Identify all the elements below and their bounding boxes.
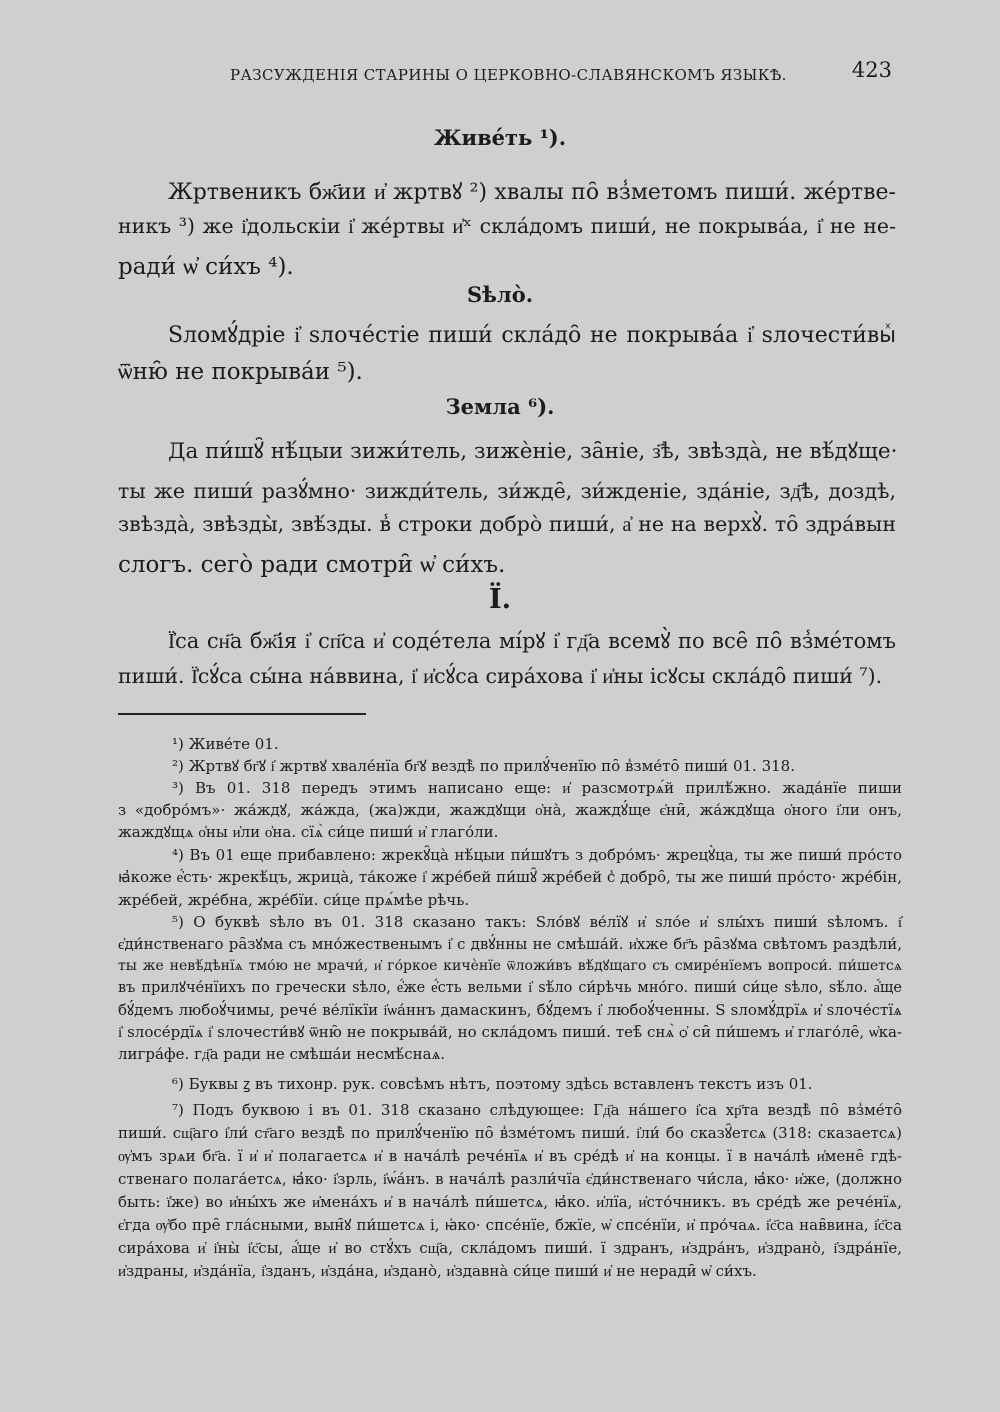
footnote-7-line: є҆гда ѹ҆бо пре̑ гла́сными, вын̑ꙋ пи́шетсѧ і, ꙗ҆ко· спсе́нїе, бжїе, ѡ҆ спсе́нїи, и҆ про́чаѧ. і҆с҃са нав̑вина, і҆с҃са	[118, 1216, 902, 1234]
footnote-5-line: є҆ди́нственаго ра̑зꙋма съ мно́жественымъ і҆ с двꙋ́нны не смѣша́й. и҆хже бг҃ъ ра̑зꙋма свѣтомъ раздѣли́,	[118, 935, 902, 953]
text-line: пиши́. Ї҆сꙋ́са сы́на на́ввина, і҆ и҆сꙋ́са сира́хова і҆ и҆ны ісꙋсы скла́до̑ пиши́ ⁷).	[118, 664, 883, 688]
text-line: никъ ³) же і҆дольскіи і҆ же́ртвы и҆ˣ скла́домъ пиши́, не покрыва́а, і҆ не не-	[118, 214, 896, 238]
running-title: РАЗСУЖДЕНІЯ СТАРИНЫ О ЦЕРКОВНО-СЛАВЯНСКОМЪ ЯЗЫКѢ.	[230, 66, 787, 84]
running-header	[230, 58, 892, 92]
footnote-3-line: ³) Въ 01. 318 передъ этимъ написано еще: и҆ разсмотрѧ́й прилѣ́жно. жада́нїе пиши	[172, 779, 902, 797]
footnote-7-line: сира́хова и҆ і҆ны̀ і҆с҃сы, а҆́ще и҆ во стꙋ́хъ сщ҃а, скла́домъ пиши́. ї здранъ, и҆здра́нъ, и҆здрано̀, і҆здра́нїе,	[118, 1239, 902, 1257]
footnote-4-line: ꙗ҆коже е҆́сть· жрекѣ́цъ, жрица̀, та́коже і҆ жре́бей пи́шꙋ̑ жре́бей с̾ добро̑, ты же пиши́ про́сто· жре́бін,	[118, 868, 902, 886]
footnote-4-line: жре́бей, жре́бна, жре́бїи. си́це прѧ́мѣе рѣчь.	[118, 891, 470, 909]
footnote-7-line: и҆здраны, и҆зда́нїа, і҆зданъ, и҆зда́на, и҆здано̀, и҆здавна̀ си́це пиши́ и҆ не неради̑ ѡ҆ си́хъ.	[118, 1262, 757, 1280]
footnote-1: ¹) Живе́те 01.	[172, 735, 279, 753]
footnote-5-line: бꙋ́демъ любоꙋ́чимы, рече́ ве́лїкїи і҆ѡа́ннъ дамаскинъ, бꙋ́демъ і҆ любоꙋ́ченны. Ѕ ѕломꙋ́дрїѧ и҆ ѕлоче́стїѧ	[118, 1001, 902, 1019]
section-heading-zemla: Земла ⁶).	[445, 394, 555, 419]
footnote-5-line: лигра́фе. гд҃а ради не смѣша́и несмѣ́снаѧ.	[118, 1045, 446, 1063]
text-line: Жртвеникъ бж҃ии и҆ жртвꙋ ²) хвалы по̑ вз̾метомъ пиши́. же́ртве-	[168, 180, 896, 205]
footnote-7-line: быть: ї҆же) во и҆ны́хъ же и҆мена́хъ и҆ в нача́лѣ пи́шетсѧ, ꙗ҆ко. и҆лїа, и҆сто́чникъ. въ сре́дѣ же рече́нїѧ,	[118, 1193, 902, 1211]
footnote-4-line: ⁴) Въ 01 еще прибавлено: жрекꙋ̑ца̀ нѣ́цыи пи́шꙋтъ з добро́мъ· жрецꙋ̀ца, ты же пиши́ про́сто	[172, 846, 902, 864]
footnote-5-line: ты же невѣ́дѣнїѧ тмо́ю не мрачи́, и҆ го́ркое кичѐнїе ѿложи́въ вѣ́дꙋщаго съ смире́нїемъ вопроси́. пи́шетсѧ	[118, 958, 902, 974]
section-heading-i: Ї.	[488, 584, 512, 615]
footnote-7-line: ственаго полага́етсѧ, ꙗ҆ко· і҆зрль, і҆ѡ́а́нъ. в нача́лѣ разли́чїа є҆ди́нственаго чи́сла, ꙗ҆ко· и҆же, (должно	[118, 1170, 902, 1188]
footnote-5-line: і҆ ѕлосе́рдїѧ і҆ ѕлочести́вꙋ ѿню̑ не покрыва́й, но скла́домъ пиши́. теѣ̑ снѧ̀ ѻ҆ си̑ пи́шемъ и҆ глаго́ле̑, ѡ҆ка-	[118, 1023, 902, 1041]
footnote-6: ⁶) Буквы ꙁ въ тихонр. рук. совсѣмъ нѣтъ, поэтому здѣсь вставленъ текстъ изъ 01.	[172, 1075, 813, 1093]
footnote-3-line: жаждꙋщѧ о҆ны и҆ли о҆на. сїѧ̀ си́це пиши́ и҆ глаго́ли.	[118, 823, 499, 841]
page-number: 423	[851, 58, 892, 82]
footnote-separator	[118, 713, 366, 715]
section-heading-zelo: Ѕѣло̀.	[466, 282, 534, 307]
footnote-7-line: ⁷) Подъ буквою і въ 01. 318 сказано слѣдующее: Гд҃а на́шего і҆са хр҃та вездѣ̀ по̑ вз̾ме́то̑	[172, 1101, 902, 1119]
footnote-7-line: ѹ҆мъ зрѧи бг҃а. ї и҆ и҆ полагаетсѧ и҆ в нача́лѣ рече́нїѧ и҆ въ сре́дѣ и҆ на концы. ї в нача́лѣ и҆мене̑ гдѣ-	[118, 1147, 902, 1165]
text-line: Да пи́шꙋ̑ нѣ́цыи зижи́тель, зижѐніе, за̑ніе, з҃ѣ, звѣзда̀, не вѣ́дꙋще·	[168, 439, 898, 464]
text-line: ты же пиши́ разꙋ́мно· зижди́тель, зи́жде̑, зи́жденіе, зда́ніе, зд҃ѣ, доздѣ,	[118, 479, 896, 503]
footnote-3-line: з «добро́мъ»· жа́ждꙋ, жа́жда, (жа)жди, жаждꙋщи о҆на̀, жаждꙋ́ще є҆ни̑, жа́ждꙋща о҆ного і҆ли онъ,	[118, 801, 902, 819]
footnote-2: ²) Жртвꙋ бг҃ꙋ і҆ жртвꙋ хвале́нїа бг҃ꙋ вездѣ̀ по прилꙋ́ченїю по̑ в̾зме́то̑ пиши́ 01. 318.	[172, 757, 795, 775]
text-line: Ї҆са сн҃а бж҃ія і҆ сп҃са и҆ соде́тела мі́рꙋ і҆ гд҃а всемꙋ̀ по все̑ по̑ вз̾ме́томъ	[168, 629, 896, 653]
footnote-5-line: ⁵) О буквѣ ѕѣло въ 01. 318 сказано такъ: Ѕло́вꙋ ве́лїꙋ и҆ ѕло́е и҆ ѕлы́хъ пиши́ ѕѣломъ. і҆	[172, 913, 902, 931]
text-line: Ѕломꙋ́дріе і҆ ѕлоче́стіе пиши́ скла́до̑ не покрыва́а і҆ ѕлочести́выⷯ	[168, 323, 896, 348]
text-line: ради́ ѡ҆ си́хъ ⁴).	[118, 254, 294, 280]
text-line: ѿню̑ не покрыва́и ⁵).	[118, 359, 363, 385]
section-heading-zhivete: Живе́ть ¹).	[433, 125, 567, 150]
text-line: слогъ. сего̀ ради смотри̑ ѡ҆ си́хъ.	[118, 552, 506, 578]
footnote-5-line: въ прилꙋче́нїихъ по гречески ѕѣло, е҆́же е҆́сть вельми і҆ ѕѣ́ло си́рѣчь мно́го. пиши́ си́це ѕѣло, ѕѣ́ло. а҆́ще	[118, 980, 902, 996]
text-line: звѣзда̀, звѣзды̀, звѣ́зды. в̾ строки добро̀ пиши́, а҆ не на верхꙋ̀. то̑ здра́вын	[118, 512, 896, 536]
footnote-7-line: пиши́. сщ҃аго і҆ли́ ст҃аго вездѣ̀ по прилꙋ́ченїю по̑ в̾зме́томъ пиши́. і҆ли́ бо сказꙋ̑етсѧ (318: сказаетсѧ)	[118, 1124, 902, 1142]
